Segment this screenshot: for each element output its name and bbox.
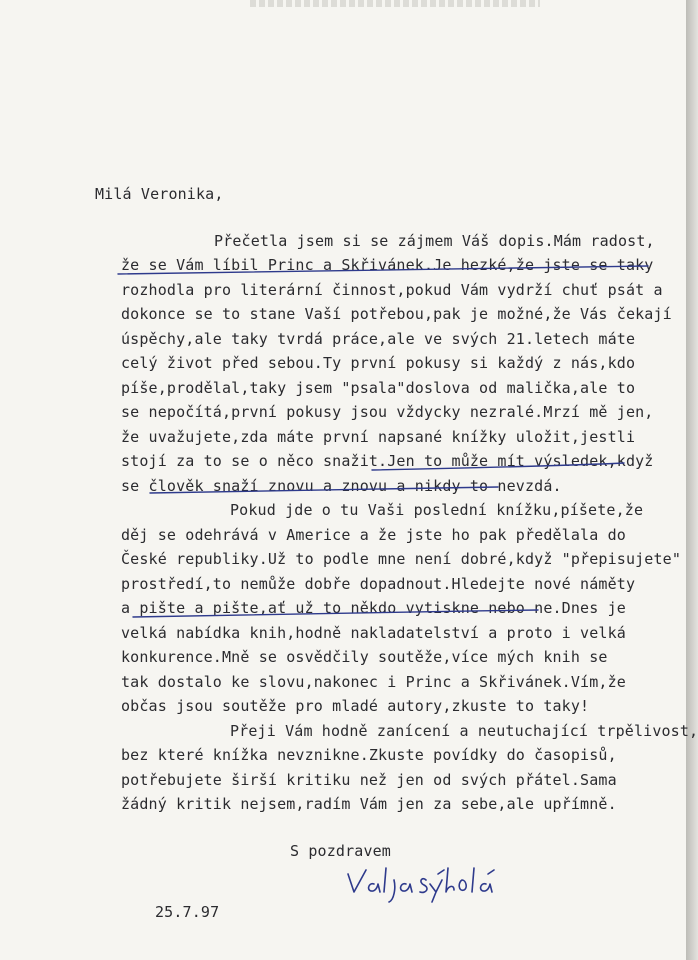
- body-line: potřebujete širší kritiku než jen od svých přátel.Sama: [121, 771, 617, 789]
- body-line: bez které knížka nevznikne.Zkuste povídky do časopisů,: [121, 746, 617, 764]
- body-line: Přečetla jsem si se zájmem Váš dopis.Mám radost,: [214, 232, 655, 250]
- body-line: píše,prodělal,taky jsem "psala"doslova od malička,ale to: [121, 379, 636, 397]
- body-line: dokonce se to stane Vaší potřebou,pak je možné,že Vás čekají: [121, 305, 672, 323]
- body-line: prostředí,to nemůže dobře dopadnout.Hledejte nové náměty: [121, 575, 636, 593]
- body-line: úspěchy,ale taky tvrdá práce,ale ve svých 21.letech máte: [121, 330, 636, 348]
- body-line: konkurence.Mně se osvědčily soutěže,více mých knih se: [121, 648, 608, 666]
- body-line: Přeji Vám hodně zanícení a neutuchající trpělivost,: [230, 722, 698, 740]
- body-line: stojí za to se o něco snažit.Jen to může mít výsledek,když: [121, 452, 654, 470]
- body-line: děj se odehrává v Americe a že jste ho pak předělala do: [121, 526, 626, 544]
- bleed-through-marks: [250, 0, 540, 7]
- body-line: se nepočítá,první pokusy jsou vždycky nezralé.Mrzí mě jen,: [121, 403, 654, 421]
- letter-date: 25.7.97: [155, 903, 220, 921]
- body-line: Pokud jde o tu Vaši poslední knížku,píšete,že: [230, 501, 644, 519]
- body-line: a pište a pište,ať už to někdo vytiskne nebo ne.Dnes je: [121, 599, 626, 617]
- body-line: že se Vám líbil Princ a Skřivánek.Je hezké,že jste se taky: [121, 256, 654, 274]
- closing: S pozdravem: [290, 842, 391, 860]
- body-line: velká nabídka knih,hodně nakladatelství a proto i velká: [121, 624, 626, 642]
- body-line: tak dostalo ke slovu,nakonec i Princ a Skřivánek.Vím,že: [121, 673, 626, 691]
- page-edge-shadow: [686, 0, 698, 960]
- body-line: občas jsou soutěže pro mladé autory,zkuste to taky!: [121, 697, 590, 715]
- body-line: České republiky.Už to podle mne není dobré,když "přepisujete": [121, 550, 682, 568]
- body-line: se člověk snaží znovu a znovu a nikdy to nevzdá.: [121, 477, 562, 495]
- body-line: že uvažujete,zda máte první napsané knížky uložit,jestli: [121, 428, 636, 446]
- salutation: Milá Veronika,: [95, 185, 224, 203]
- body-line: rozhodla pro literární činnost,pokud Vám vydrží chuť psát a: [121, 281, 663, 299]
- signature: [340, 862, 510, 907]
- body-line: celý život před sebou.Ty první pokusy si každý z nás,kdo: [121, 354, 636, 372]
- body-line: žádný kritik nejsem,radím Vám jen za sebe,ale upřímně.: [121, 795, 617, 813]
